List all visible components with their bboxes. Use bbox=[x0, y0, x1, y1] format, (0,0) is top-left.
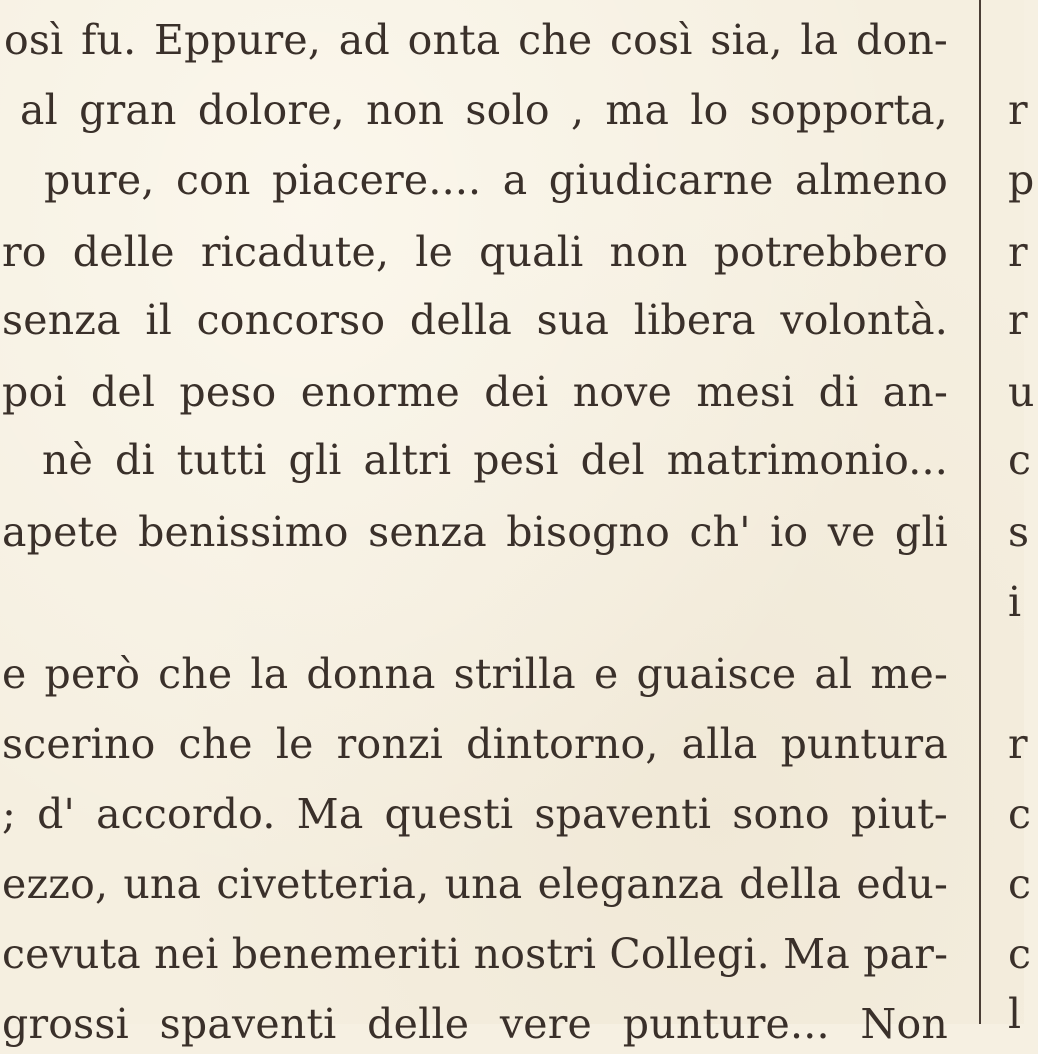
edge-letter: s bbox=[1008, 508, 1030, 556]
text-line: scerino che le ronzi dintorno, alla puntura bbox=[2, 720, 948, 768]
edge-letter: u bbox=[1008, 368, 1035, 416]
text-line: ro delle ricadute, le quali non potrebbero bbox=[2, 228, 948, 276]
text-line: senza il concorso della sua libera volontà. bbox=[2, 296, 948, 344]
text-line: ezzo, una civetteria, una eleganza della edu- bbox=[2, 860, 948, 908]
text-line: ; d' accordo. Ma questi spaventi sono piut- bbox=[2, 790, 948, 838]
text-line: grossi spaventi delle vere punture... Non bbox=[2, 1000, 948, 1048]
edge-letter: l bbox=[1008, 990, 1022, 1038]
text-line: osì fu. Eppure, ad onta che così sia, la don- bbox=[4, 16, 948, 64]
edge-letter: c bbox=[1008, 436, 1031, 484]
text-line: e però che la donna strilla e guaisce al me- bbox=[2, 650, 948, 698]
text-line: al gran dolore, non solo , ma lo sopporta, bbox=[20, 86, 948, 134]
edge-letter: p bbox=[1008, 156, 1035, 204]
edge-letter: r bbox=[1008, 228, 1028, 276]
edge-letter: c bbox=[1008, 860, 1031, 908]
edge-letter: i bbox=[1008, 578, 1022, 626]
text-line: nè di tutti gli altri pesi del matrimonio... bbox=[42, 436, 948, 484]
edge-letter: r bbox=[1008, 86, 1028, 134]
edge-letter: r bbox=[1008, 720, 1028, 768]
text-line: pure, con piacere.... a giudicarne almeno bbox=[44, 156, 948, 204]
adjacent-column-edge bbox=[1008, 0, 1038, 1038]
edge-letter: r bbox=[1008, 296, 1028, 344]
text-line: cevuta nei benemeriti nostri Collegi. Ma par- bbox=[2, 930, 949, 978]
edge-letter: c bbox=[1008, 930, 1031, 978]
column-divider bbox=[979, 0, 981, 1024]
edge-letter: c bbox=[1008, 790, 1031, 838]
text-line: apete benissimo senza bisogno ch' io ve gli bbox=[2, 508, 948, 556]
text-line: poi del peso enorme dei nove mesi di an- bbox=[2, 368, 948, 416]
